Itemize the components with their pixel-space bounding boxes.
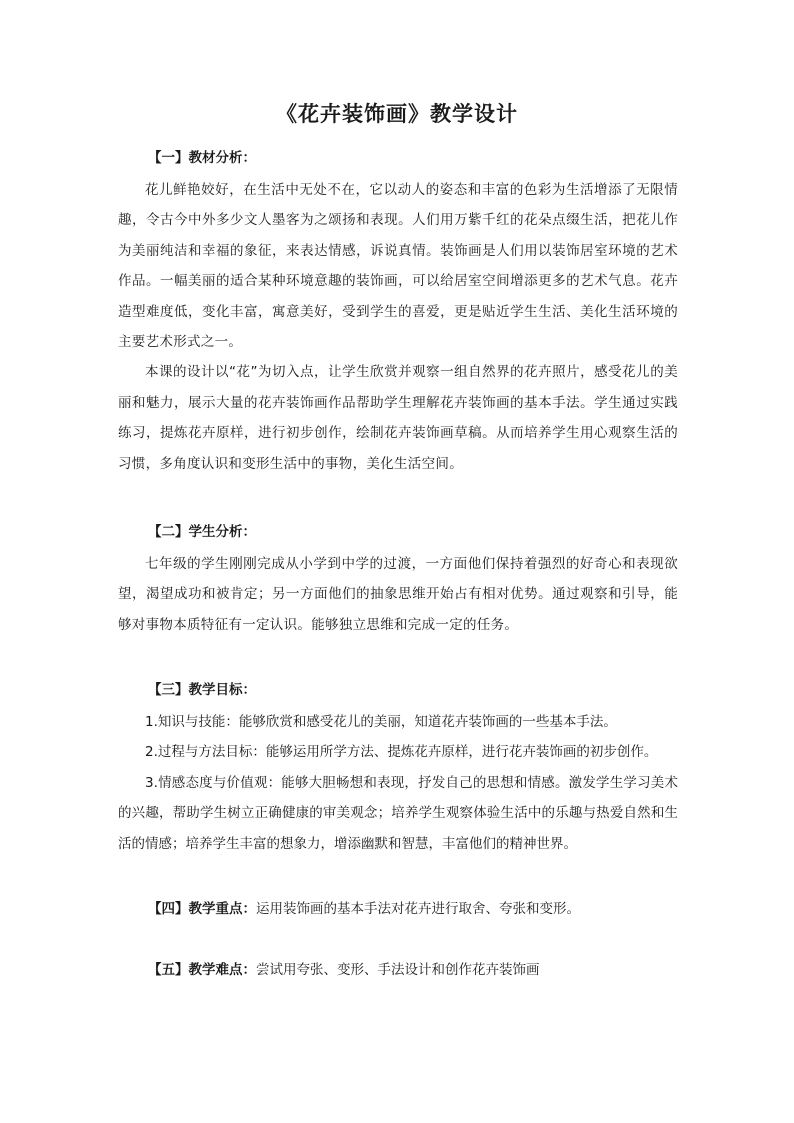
section-teaching-goals [118,679,678,859]
section-heading: 【二】学生分析： [148,524,256,540]
section-heading: 【四】教学重点： [148,901,256,917]
section-heading: 【三】教学目标： [148,682,256,698]
section-heading: 【五】教学难点： [148,962,256,978]
section-student-analysis [118,521,678,640]
inline-row [118,959,678,981]
difficulty-text: 尝试用夸张、变形、手法设计和创作花卉装饰画 [256,962,540,978]
paragraph: 花儿鲜艳姣好，在生活中无处不在，它以动人的姿态和丰富的色彩为生活增添了无限情趣，令古今中外多少文人墨客为之颂扬和表现。人们用万紫千红的花朵点缀生活，把花儿作为美丽纯洁和幸福的象征，来表达情感，诉说真情。装饰画是人们用以装饰居室环境的艺术作品。一幅美丽的适合某种环境意趣的装饰画，可以给居室空间增添更多的艺术气息。花卉造型难度低，变化丰富，寓意美好，受到学生的喜爱，更是贴近学生生活、美化生活环境的主要艺术形式之一。 [118,182,678,351]
paragraph: 七年级的学生刚刚完成从小学到中学的过渡，一方面他们保持着强烈的好奇心和表现欲望，渴望成功和被肯定；另一方面他们的抽象思维开始占有相对优势。通过观察和引导，能够对事物本质特征有一定认识。能够独立思维和完成一定的任务。 [118,556,678,633]
section-teaching-focus [118,898,678,920]
paragraph: 本课的设计以“花”为切入点，让学生欣赏并观察一组自然界的花卉照片，感受花儿的美丽和魅力，展示大量的花卉装饰画作品帮助学生理解花卉装饰画的基本手法。学生通过实践练习，提炼花卉原样，进行初步创作，绘制花卉装饰画草稿。从而培养学生用心观察生活的习惯，多角度认识和变形生活中的事物，美化生活空间。 [118,364,678,472]
inline-row [118,898,678,920]
section-heading: 【一】教材分析： [148,150,256,166]
goal-item: 2.过程与方法目标：能够运用所学方法、提炼花卉原样，进行花卉装饰画的初步创作。 [145,744,658,761]
focus-text: 运用装饰画的基本手法对花卉进行取舍、夸张和变形。 [256,901,580,917]
document-title: 《花卉装饰画》教学设计 [276,101,518,126]
goal-item: 1.知识与技能：能够欣赏和感受花儿的美丽，知道花卉装饰画的一些基本手法。 [145,714,617,730]
section-textbook-analysis [118,147,678,479]
section-teaching-difficulty [118,959,678,981]
goal-item: 3.情感态度与价值观：能够大胆畅想和表现，抒发自己的思想和情感。激发学生学习美术的兴趣，帮助学生树立正确健康的审美观念；培养学生观察体验生活中的乐趣与热爱自然和生活的情感；培养学生丰富的想象力，增添幽默和智慧，丰富他们的精神世界。 [118,774,678,852]
